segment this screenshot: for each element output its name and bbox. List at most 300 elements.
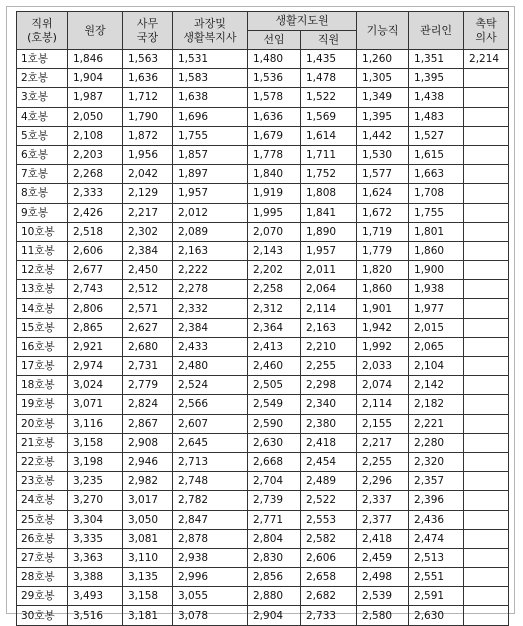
table-row — [17, 184, 509, 203]
cell-staff: 2,380 — [301, 414, 357, 433]
cell-staff: 1,957 — [301, 241, 357, 260]
cell-section-chief: 2,278 — [173, 280, 248, 299]
cell-technician: 2,337 — [357, 491, 409, 510]
cell-section-chief: 2,847 — [173, 510, 248, 529]
cell-staff: 1,890 — [301, 222, 357, 241]
cell-technician: 1,530 — [357, 145, 409, 164]
grade-cell: 25호봉 — [17, 510, 68, 529]
cell-section-chief: 2,012 — [173, 203, 248, 222]
cell-secretary-general: 1,956 — [123, 145, 173, 164]
table-row — [17, 203, 509, 222]
cell-staff: 2,298 — [301, 376, 357, 395]
grade-cell: 6호봉 — [17, 145, 68, 164]
cell-staff: 1,711 — [301, 145, 357, 164]
cell-section-chief: 2,524 — [173, 376, 248, 395]
cell-section-chief: 2,938 — [173, 548, 248, 567]
grade-cell: 20호봉 — [17, 414, 68, 433]
cell-section-chief: 1,696 — [173, 107, 248, 126]
table-row — [17, 261, 509, 280]
cell-senior: 2,258 — [248, 280, 301, 299]
cell-contract-doctor — [464, 69, 509, 88]
header-section-chief-line1: 과장및 — [194, 16, 226, 30]
grade-cell: 16호봉 — [17, 337, 68, 356]
cell-technician: 2,418 — [357, 529, 409, 548]
cell-senior: 1,995 — [248, 203, 301, 222]
cell-secretary-general: 3,050 — [123, 510, 173, 529]
table-body — [17, 50, 509, 626]
cell-contract-doctor — [464, 587, 509, 606]
table-row — [17, 318, 509, 337]
cell-senior: 2,739 — [248, 491, 301, 510]
cell-staff: 2,064 — [301, 280, 357, 299]
cell-manager: 2,065 — [409, 337, 464, 356]
cell-secretary-general: 1,790 — [123, 107, 173, 126]
table-row — [17, 606, 509, 625]
salary-table — [16, 11, 509, 626]
cell-secretary-general: 2,908 — [123, 433, 173, 452]
cell-staff: 2,733 — [301, 606, 357, 625]
cell-section-chief: 2,332 — [173, 299, 248, 318]
cell-manager: 2,551 — [409, 568, 464, 587]
cell-staff: 1,614 — [301, 126, 357, 145]
cell-director: 1,987 — [68, 88, 123, 107]
table-row — [17, 568, 509, 587]
grade-cell: 17호봉 — [17, 357, 68, 376]
cell-secretary-general: 3,181 — [123, 606, 173, 625]
cell-contract-doctor — [464, 337, 509, 356]
cell-senior: 2,630 — [248, 433, 301, 452]
cell-section-chief: 2,433 — [173, 337, 248, 356]
cell-secretary-general: 2,731 — [123, 357, 173, 376]
table-row — [17, 510, 509, 529]
cell-manager: 2,474 — [409, 529, 464, 548]
cell-director: 2,806 — [68, 299, 123, 318]
header-contract-doctor — [464, 12, 509, 50]
cell-secretary-general: 2,779 — [123, 376, 173, 395]
cell-section-chief: 1,638 — [173, 88, 248, 107]
cell-technician: 2,074 — [357, 376, 409, 395]
cell-senior: 1,778 — [248, 145, 301, 164]
cell-staff: 2,210 — [301, 337, 357, 356]
cell-section-chief: 1,755 — [173, 126, 248, 145]
cell-section-chief: 2,878 — [173, 529, 248, 548]
cell-secretary-general: 2,824 — [123, 395, 173, 414]
cell-section-chief: 3,055 — [173, 587, 248, 606]
table-row — [17, 107, 509, 126]
cell-contract-doctor — [464, 529, 509, 548]
cell-technician: 1,992 — [357, 337, 409, 356]
cell-director: 3,363 — [68, 548, 123, 567]
grade-cell: 24호봉 — [17, 491, 68, 510]
grade-cell: 19호봉 — [17, 395, 68, 414]
cell-staff: 2,163 — [301, 318, 357, 337]
table-row — [17, 126, 509, 145]
cell-contract-doctor — [464, 88, 509, 107]
cell-senior: 1,679 — [248, 126, 301, 145]
grade-cell: 23호봉 — [17, 472, 68, 491]
cell-section-chief: 2,480 — [173, 357, 248, 376]
cell-secretary-general: 2,450 — [123, 261, 173, 280]
cell-director: 2,743 — [68, 280, 123, 299]
cell-director: 3,024 — [68, 376, 123, 395]
cell-section-chief: 2,384 — [173, 318, 248, 337]
table-header — [17, 12, 509, 50]
cell-director: 2,921 — [68, 337, 123, 356]
cell-technician: 1,672 — [357, 203, 409, 222]
cell-manager: 1,527 — [409, 126, 464, 145]
cell-staff: 1,841 — [301, 203, 357, 222]
cell-section-chief: 3,078 — [173, 606, 248, 625]
table-row — [17, 222, 509, 241]
cell-senior: 2,460 — [248, 357, 301, 376]
cell-secretary-general: 1,563 — [123, 50, 173, 69]
cell-senior: 2,413 — [248, 337, 301, 356]
cell-technician: 1,779 — [357, 241, 409, 260]
header-secretary-general — [123, 12, 173, 50]
header-secretary-general-line1: 사무 — [136, 16, 159, 30]
grade-cell: 29호봉 — [17, 587, 68, 606]
cell-section-chief: 1,857 — [173, 145, 248, 164]
cell-senior: 2,804 — [248, 529, 301, 548]
cell-secretary-general: 2,042 — [123, 165, 173, 184]
cell-technician: 1,624 — [357, 184, 409, 203]
cell-contract-doctor — [464, 126, 509, 145]
cell-director: 2,268 — [68, 165, 123, 184]
cell-director: 3,516 — [68, 606, 123, 625]
cell-section-chief: 2,089 — [173, 222, 248, 241]
grade-cell: 7호봉 — [17, 165, 68, 184]
cell-technician: 2,155 — [357, 414, 409, 433]
cell-staff: 2,606 — [301, 548, 357, 567]
grade-cell: 4호봉 — [17, 107, 68, 126]
cell-secretary-general: 2,129 — [123, 184, 173, 203]
cell-secretary-general: 2,982 — [123, 472, 173, 491]
cell-contract-doctor — [464, 472, 509, 491]
cell-contract-doctor — [464, 414, 509, 433]
cell-staff: 2,522 — [301, 491, 357, 510]
cell-manager: 1,860 — [409, 241, 464, 260]
table-row — [17, 587, 509, 606]
cell-contract-doctor — [464, 606, 509, 625]
cell-secretary-general: 3,135 — [123, 568, 173, 587]
table-row — [17, 395, 509, 414]
cell-contract-doctor — [464, 376, 509, 395]
cell-senior: 2,668 — [248, 452, 301, 471]
cell-secretary-general: 1,712 — [123, 88, 173, 107]
cell-director: 3,304 — [68, 510, 123, 529]
cell-director: 2,677 — [68, 261, 123, 280]
cell-secretary-general: 2,217 — [123, 203, 173, 222]
cell-director: 1,904 — [68, 69, 123, 88]
cell-director: 3,270 — [68, 491, 123, 510]
cell-manager: 2,320 — [409, 452, 464, 471]
grade-cell: 12호봉 — [17, 261, 68, 280]
cell-secretary-general: 3,081 — [123, 529, 173, 548]
cell-contract-doctor — [464, 357, 509, 376]
cell-manager: 2,513 — [409, 548, 464, 567]
cell-technician: 1,349 — [357, 88, 409, 107]
cell-manager: 2,280 — [409, 433, 464, 452]
cell-manager: 1,395 — [409, 69, 464, 88]
cell-technician: 2,539 — [357, 587, 409, 606]
table-row — [17, 548, 509, 567]
cell-staff: 1,435 — [301, 50, 357, 69]
grade-cell: 8호봉 — [17, 184, 68, 203]
cell-secretary-general: 2,571 — [123, 299, 173, 318]
grade-cell: 10호봉 — [17, 222, 68, 241]
grade-cell: 9호봉 — [17, 203, 68, 222]
cell-manager: 1,438 — [409, 88, 464, 107]
cell-manager: 2,182 — [409, 395, 464, 414]
cell-technician: 1,860 — [357, 280, 409, 299]
cell-secretary-general: 3,017 — [123, 491, 173, 510]
cell-senior: 1,578 — [248, 88, 301, 107]
cell-technician: 2,580 — [357, 606, 409, 625]
cell-senior: 1,840 — [248, 165, 301, 184]
cell-director: 2,606 — [68, 241, 123, 260]
cell-secretary-general: 3,110 — [123, 548, 173, 567]
cell-section-chief: 2,996 — [173, 568, 248, 587]
cell-section-chief: 2,222 — [173, 261, 248, 280]
cell-director: 1,846 — [68, 50, 123, 69]
cell-technician: 1,260 — [357, 50, 409, 69]
cell-senior: 2,590 — [248, 414, 301, 433]
cell-section-chief: 2,748 — [173, 472, 248, 491]
cell-staff: 2,114 — [301, 299, 357, 318]
header-manager: 관리인 — [409, 12, 464, 50]
cell-senior: 2,312 — [248, 299, 301, 318]
table-row — [17, 376, 509, 395]
header-contract-doctor-line2: 의사 — [475, 30, 497, 44]
cell-senior: 2,771 — [248, 510, 301, 529]
cell-technician: 2,459 — [357, 548, 409, 567]
header-secretary-general-line2: 국장 — [136, 30, 159, 44]
cell-senior: 1,480 — [248, 50, 301, 69]
cell-contract-doctor — [464, 241, 509, 260]
cell-senior: 2,143 — [248, 241, 301, 260]
cell-director: 3,198 — [68, 452, 123, 471]
cell-director: 3,235 — [68, 472, 123, 491]
cell-contract-doctor — [464, 491, 509, 510]
cell-manager: 2,591 — [409, 587, 464, 606]
cell-secretary-general: 2,946 — [123, 452, 173, 471]
table-row — [17, 452, 509, 471]
cell-manager: 2,396 — [409, 491, 464, 510]
header-director: 원장 — [68, 12, 123, 50]
cell-director: 3,388 — [68, 568, 123, 587]
table-row — [17, 529, 509, 548]
cell-technician: 2,296 — [357, 472, 409, 491]
header-contract-doctor-line1: 촉탁 — [475, 16, 497, 30]
cell-director: 3,116 — [68, 414, 123, 433]
cell-staff: 1,808 — [301, 184, 357, 203]
grade-cell: 22호봉 — [17, 452, 68, 471]
cell-technician: 1,719 — [357, 222, 409, 241]
cell-staff: 2,553 — [301, 510, 357, 529]
header-section-chief — [173, 12, 248, 50]
cell-manager: 2,015 — [409, 318, 464, 337]
table-row — [17, 69, 509, 88]
table-row — [17, 433, 509, 452]
grade-cell: 28호봉 — [17, 568, 68, 587]
cell-section-chief: 2,607 — [173, 414, 248, 433]
cell-contract-doctor: 2,214 — [464, 50, 509, 69]
grade-cell: 18호봉 — [17, 376, 68, 395]
cell-senior: 1,536 — [248, 69, 301, 88]
table-row — [17, 357, 509, 376]
cell-director: 2,426 — [68, 203, 123, 222]
cell-senior: 2,549 — [248, 395, 301, 414]
table-row — [17, 491, 509, 510]
cell-senior: 1,636 — [248, 107, 301, 126]
cell-director: 3,158 — [68, 433, 123, 452]
grade-cell: 3호봉 — [17, 88, 68, 107]
cell-director: 3,493 — [68, 587, 123, 606]
cell-staff: 2,418 — [301, 433, 357, 452]
cell-technician: 1,820 — [357, 261, 409, 280]
cell-manager: 2,357 — [409, 472, 464, 491]
cell-contract-doctor — [464, 510, 509, 529]
cell-secretary-general: 1,872 — [123, 126, 173, 145]
cell-director: 2,333 — [68, 184, 123, 203]
cell-contract-doctor — [464, 299, 509, 318]
grade-cell: 5호봉 — [17, 126, 68, 145]
cell-senior: 2,070 — [248, 222, 301, 241]
cell-section-chief: 2,713 — [173, 452, 248, 471]
grade-cell: 26호봉 — [17, 529, 68, 548]
grade-cell: 27호봉 — [17, 548, 68, 567]
cell-technician: 2,033 — [357, 357, 409, 376]
grade-cell: 2호봉 — [17, 69, 68, 88]
grade-cell: 30호봉 — [17, 606, 68, 625]
header-section-chief-line2: 생활복지사 — [183, 30, 237, 44]
cell-director: 2,518 — [68, 222, 123, 241]
cell-secretary-general: 2,867 — [123, 414, 173, 433]
cell-staff: 1,478 — [301, 69, 357, 88]
cell-staff: 2,682 — [301, 587, 357, 606]
cell-contract-doctor — [464, 165, 509, 184]
cell-director: 2,865 — [68, 318, 123, 337]
cell-section-chief: 1,583 — [173, 69, 248, 88]
cell-manager: 1,663 — [409, 165, 464, 184]
cell-staff: 2,340 — [301, 395, 357, 414]
cell-staff: 2,011 — [301, 261, 357, 280]
cell-secretary-general: 1,636 — [123, 69, 173, 88]
cell-contract-doctor — [464, 433, 509, 452]
cell-staff: 2,454 — [301, 452, 357, 471]
cell-manager: 1,483 — [409, 107, 464, 126]
cell-director: 2,203 — [68, 145, 123, 164]
cell-director: 3,071 — [68, 395, 123, 414]
cell-staff: 2,582 — [301, 529, 357, 548]
header-position-line1: 직위 — [31, 16, 53, 30]
cell-staff: 1,522 — [301, 88, 357, 107]
cell-secretary-general: 2,627 — [123, 318, 173, 337]
cell-contract-doctor — [464, 107, 509, 126]
cell-technician: 2,114 — [357, 395, 409, 414]
cell-section-chief: 2,163 — [173, 241, 248, 260]
cell-director: 2,108 — [68, 126, 123, 145]
cell-contract-doctor — [464, 261, 509, 280]
cell-technician: 2,255 — [357, 452, 409, 471]
cell-senior: 2,904 — [248, 606, 301, 625]
cell-manager: 2,436 — [409, 510, 464, 529]
cell-technician: 1,577 — [357, 165, 409, 184]
grade-cell: 15호봉 — [17, 318, 68, 337]
cell-contract-doctor — [464, 145, 509, 164]
cell-manager: 2,630 — [409, 606, 464, 625]
cell-manager: 2,142 — [409, 376, 464, 395]
cell-contract-doctor — [464, 318, 509, 337]
cell-manager: 1,615 — [409, 145, 464, 164]
cell-manager: 1,351 — [409, 50, 464, 69]
header-technician: 기능직 — [357, 12, 409, 50]
cell-technician: 2,377 — [357, 510, 409, 529]
table-row — [17, 241, 509, 260]
cell-technician: 1,395 — [357, 107, 409, 126]
grade-cell: 11호봉 — [17, 241, 68, 260]
cell-manager: 1,801 — [409, 222, 464, 241]
cell-staff: 2,658 — [301, 568, 357, 587]
cell-section-chief: 2,645 — [173, 433, 248, 452]
header-senior: 선임 — [248, 31, 301, 50]
table-row — [17, 280, 509, 299]
cell-senior: 2,364 — [248, 318, 301, 337]
cell-section-chief: 1,957 — [173, 184, 248, 203]
cell-secretary-general: 2,512 — [123, 280, 173, 299]
cell-senior: 2,704 — [248, 472, 301, 491]
cell-technician: 2,217 — [357, 433, 409, 452]
cell-contract-doctor — [464, 222, 509, 241]
cell-manager: 1,900 — [409, 261, 464, 280]
cell-secretary-general: 2,384 — [123, 241, 173, 260]
header-counselor-group: 생활지도원 — [248, 12, 357, 31]
cell-contract-doctor — [464, 395, 509, 414]
cell-senior: 1,919 — [248, 184, 301, 203]
cell-secretary-general: 2,680 — [123, 337, 173, 356]
cell-section-chief: 1,531 — [173, 50, 248, 69]
table-row — [17, 414, 509, 433]
grade-cell: 14호봉 — [17, 299, 68, 318]
cell-manager: 1,708 — [409, 184, 464, 203]
cell-senior: 2,830 — [248, 548, 301, 567]
cell-director: 2,974 — [68, 357, 123, 376]
header-row — [17, 12, 509, 31]
cell-contract-doctor — [464, 452, 509, 471]
cell-staff: 1,569 — [301, 107, 357, 126]
cell-secretary-general: 2,302 — [123, 222, 173, 241]
table-row — [17, 50, 509, 69]
cell-technician: 1,442 — [357, 126, 409, 145]
cell-contract-doctor — [464, 568, 509, 587]
grade-cell: 13호봉 — [17, 280, 68, 299]
cell-section-chief: 2,566 — [173, 395, 248, 414]
table-row — [17, 88, 509, 107]
cell-manager: 2,104 — [409, 357, 464, 376]
cell-senior: 2,880 — [248, 587, 301, 606]
cell-director: 3,335 — [68, 529, 123, 548]
table-row — [17, 337, 509, 356]
cell-senior: 2,856 — [248, 568, 301, 587]
cell-technician: 1,901 — [357, 299, 409, 318]
cell-contract-doctor — [464, 548, 509, 567]
cell-section-chief: 2,782 — [173, 491, 248, 510]
table-row — [17, 472, 509, 491]
cell-contract-doctor — [464, 184, 509, 203]
cell-senior: 2,202 — [248, 261, 301, 280]
cell-contract-doctor — [464, 280, 509, 299]
table-row — [17, 299, 509, 318]
